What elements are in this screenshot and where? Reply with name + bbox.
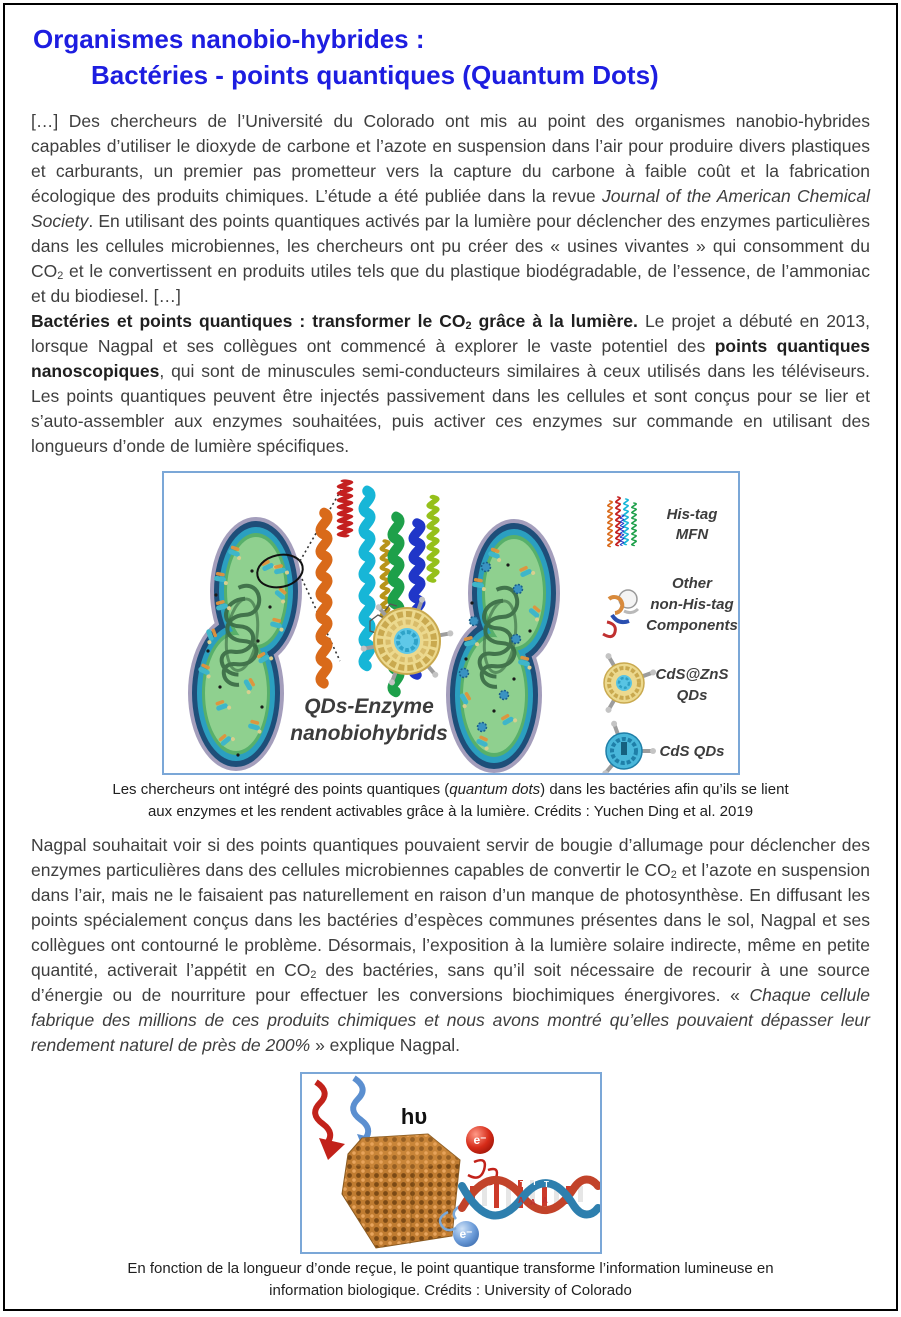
svg-text:e⁻: e⁻ — [458, 1227, 473, 1241]
legend-other-line1: Other — [671, 575, 712, 592]
figure2-caption: En fonction de la longueur d’onde reçue, le point quantique transforme l’information lumineuse en information biologique. Crédits : University of Colorado — [127, 1260, 774, 1299]
svg-text:A: A — [541, 1196, 548, 1205]
svg-text:T: T — [543, 1180, 549, 1189]
article-title — [33, 21, 870, 93]
title-line-1: Organismes nanobio-hybrides : — [33, 24, 425, 54]
figure1-caption: Les chercheurs ont intégré des points quantiques (quantum dots) dans les bactéries afin qu’ils se lient aux enzymes et les rendent activables grâce à la lumière. Crédits : Yuchen Ding et al. 2019 — [112, 781, 789, 820]
figure-quantum-dot-light — [300, 1072, 602, 1254]
hv-photon-label: hυ — [400, 1104, 427, 1129]
legend-other-line3: Components — [645, 617, 738, 634]
svg-text:A: A — [517, 1196, 524, 1205]
legend-other-line2: non-His-tag — [649, 596, 734, 613]
document-page — [3, 3, 898, 1311]
legend-his-tag-line2: MFN — [675, 526, 708, 543]
figure1-illustration — [164, 473, 738, 773]
svg-text:A: A — [529, 1198, 536, 1207]
figure1-label-line1: QDs-Enzyme — [303, 695, 434, 718]
paragraph-nagpal: Nagpal souhaitait voir si des points quantiques pouvaient servir de bougie d’allumage pour déclencher des enzymes particulières dans des cellules microbiennes capables de convertir le $CO_2$ et l’azote en suspension dans l’air, mais ne le faisaient pas naturellement en raison d’un manque de photosynthèse. En diffusant les points spécialement conçus dans les bactéries d’espèces communes présentes dans le sol, Nagpal et ses collègues ont contourné le problème. Désormais, l’exposition à la lumière solaire indirecte, même en petite quantité, activerait l’appétit en $CO_2$ des bactéries, sans qu’il soit nécessaire de recourir à une source d’énergie ou de nourriture pour effectuer les conversions biochimiques énergivores. « Chaque cellule fabrique des millions de ces produits chimiques et nous avons montré qu’elles pouvaient dépasser leur rendement naturel de près de 200% » explique Nagpal. — [31, 835, 870, 1055]
figure2-illustration — [302, 1074, 600, 1252]
title-line-2: Bactéries - points quantiques (Quantum Dots) — [91, 60, 659, 90]
figure-bacteria-quantum-dots — [162, 471, 740, 775]
svg-text:T: T — [519, 1180, 525, 1189]
figure1-label-line2: nanobiohybrids — [289, 722, 448, 745]
legend-cds-qds: CdS QDs — [658, 743, 725, 760]
paragraph-intro: […] Des chercheurs de l’Université du Colorado ont mis au point des organismes nanobio-hybrides capables d’utiliser le dioxyde de carbone et l’azote en suspension dans l’air pour produire divers plastiques et carburants, un premier pas prometteur vers la capture du carbone à faible coût et la fabrication écologique des produits chimiques. L’étude a été publiée dans la revue Journal of the American Chemical Society. En utilisant des points quantiques activés par la lumière pour déclencher des enzymes particulières dans les cellules microbiennes, les chercheurs ont pu créer des « usines vivantes » qui consomment du $CO_2$ et le convertissent en produits utiles tels que du plastique biodégradable, de l’essence, de l’ammoniac et du biodiesel. […] — [31, 111, 870, 306]
legend-his-tag-line1: His-tag — [666, 506, 717, 523]
svg-text:T: T — [531, 1178, 537, 1187]
svg-text:e⁻: e⁻ — [472, 1133, 487, 1147]
legend-cds-zns-line1: CdS@ZnS — [655, 666, 728, 683]
paragraph-bacteries-points-quantiques: Bactéries et points quantiques : transformer le $CO_2$ grâce à la lumière. Le projet a débuté en 2013, lorsque Nagpal et ses collègues ont commencé à explorer le vaste potentiel des points quantiques nanoscopiques, qui sont de minuscules semi-conducteurs similaires à ceux utilisés dans les téléviseurs. Les points quantiques peuvent être injectés passivement dans les cellules et sont conçus pour se lier et s’auto-assembler aux enzymes souhaitées, puis activer ces enzymes sur commande en utilisant des longueurs d’onde de lumière spécifiques. — [31, 311, 870, 456]
legend-cds-zns-line2: QDs — [676, 687, 707, 704]
